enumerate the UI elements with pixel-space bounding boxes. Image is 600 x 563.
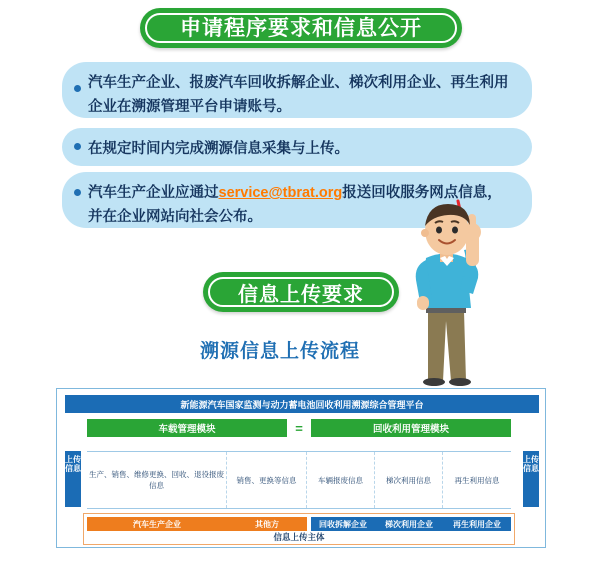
requirement-text-3-post: 报送回收服务网点信息，并在企业网站向社会公布。 <box>88 185 502 225</box>
requirement-text-1: 汽车生产企业、报废汽车回收拆解企业、梯次利用企业、再生利用企业在溯源管理平台申请账号。 <box>88 75 509 115</box>
information-band <box>87 451 511 509</box>
upload-flow-diagram <box>56 388 546 548</box>
platform-title-bar: 新能源汽车国家监测与动力蓄电池回收利用溯源综合管理平台 <box>65 395 539 413</box>
info-cell-1: 生产、销售、维修更换、回收、退役报废信息 <box>87 452 227 508</box>
flow-subheading: 溯源信息上传流程 <box>199 341 360 362</box>
upload-requirement-banner-inner <box>208 277 394 307</box>
requirement-text-3-pre: 汽车生产企业应通过 <box>88 185 219 201</box>
main-title-text: 申请程序要求和信息公开 <box>180 16 422 40</box>
module-vehicle-bar: 车载管理模块 <box>87 419 287 437</box>
entity-cascade-use: 梯次利用企业 <box>375 517 443 531</box>
info-cell-5: 再生利用信息 <box>454 475 500 485</box>
cartoon-person-illustration <box>388 196 508 386</box>
entity-dismantling: 回收拆解企业 <box>311 517 375 531</box>
upload-requirement-text: 信息上传要求 <box>238 283 364 306</box>
entity-auto-manufacturer: 汽车生产企业 <box>87 517 227 531</box>
upload-label-right: 上传信息 <box>523 451 539 507</box>
info-cell-4: 梯次利用信息 <box>375 452 443 508</box>
main-title-banner <box>140 8 462 48</box>
requirement-bar-2 <box>62 128 532 166</box>
bullet-dot-icon <box>74 143 81 150</box>
upload-requirement-banner <box>203 272 399 312</box>
entity-recycling: 再生利用企业 <box>443 517 511 531</box>
entity-caption: 信息上传主体 <box>273 532 325 542</box>
info-cell-3: 车辆报废信息 <box>307 452 375 508</box>
main-title-banner-inner <box>145 13 457 43</box>
bullet-dot-icon <box>74 85 81 92</box>
upload-label-left: 上传信息 <box>65 451 81 507</box>
module-recycle-bar: 回收利用管理模块 <box>311 419 511 437</box>
requirement-bar-1 <box>62 62 532 118</box>
contact-email-link[interactable]: service@tbrat.org <box>218 185 343 201</box>
requirement-text-2: 在规定时间内完成溯源信息采集与上传。 <box>88 141 349 157</box>
bullet-dot-icon <box>74 189 81 196</box>
entity-other-party: 其他方 <box>227 517 307 531</box>
info-cell-2: 销售、更换等信息 <box>227 452 307 508</box>
equals-symbol: = <box>295 420 303 436</box>
entity-row <box>87 517 511 531</box>
